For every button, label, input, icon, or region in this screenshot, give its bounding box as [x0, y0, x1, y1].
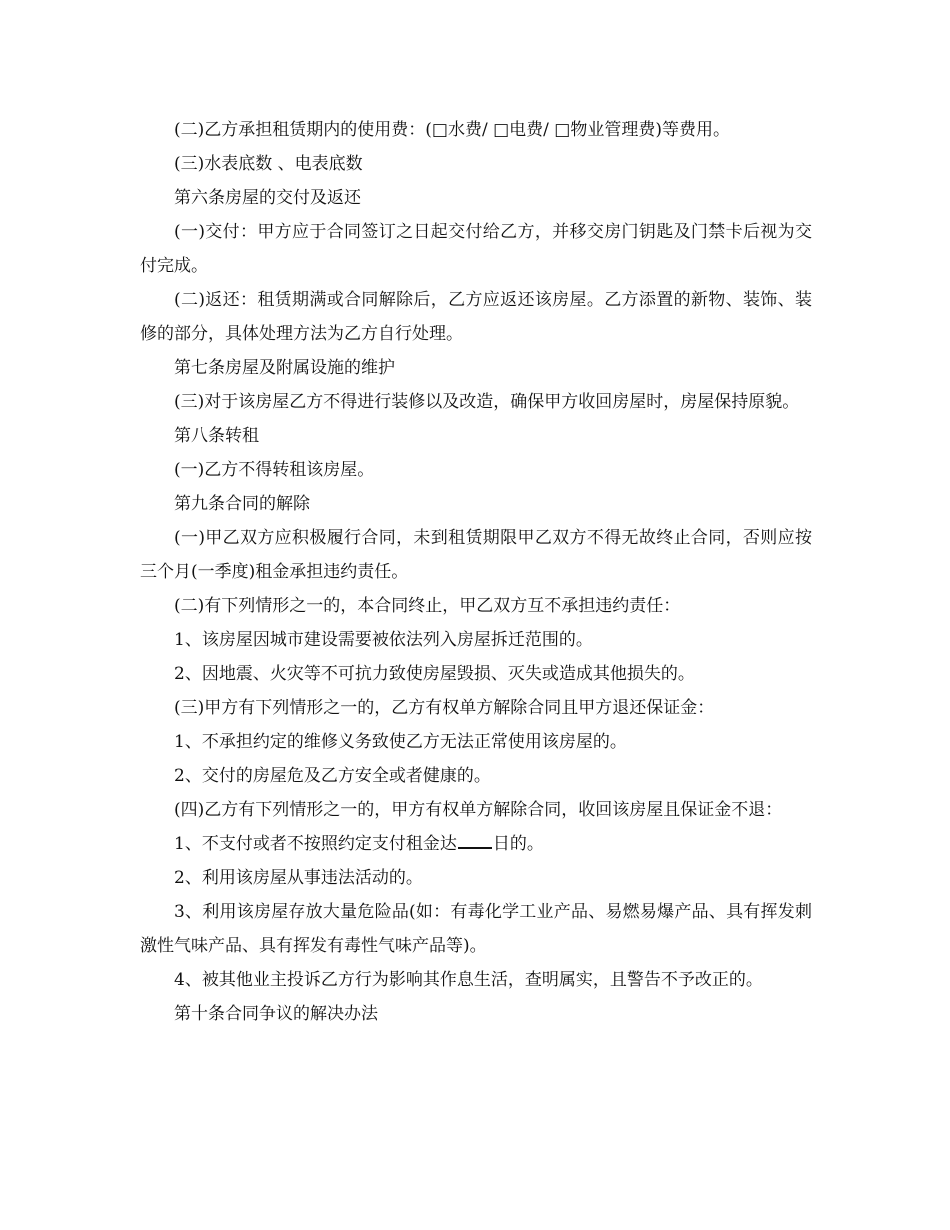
clause-paragraph: (一)甲乙双方应积极履行合同，未到租赁期限甲乙双方不得无故终止合同，否则应按三个月(一季度)租金承担违约责任。	[140, 528, 812, 582]
article-heading: 第十条合同争议的解决办法	[174, 1004, 378, 1024]
list-item-with-blank	[140, 827, 812, 861]
list-item: 1、该房屋因城市建设需要被依法列入房屋拆迁范围的。	[174, 630, 593, 650]
clause-paragraph: (二)返还：租赁期满或合同解除后，乙方应返还该房屋。乙方添置的新物、装饰、装修的部分，具体处理方法为乙方自行处理。	[140, 290, 812, 344]
clause-paragraph: (三)水表底数 、电表底数	[174, 154, 363, 174]
clause-paragraph: (三)对于该房屋乙方不得进行装修以及改造，确保甲方收回房屋时，房屋保持原貌。	[174, 392, 800, 412]
list-item: 2、交付的房屋危及乙方安全或者健康的。	[174, 766, 491, 786]
article-heading: 第七条房屋及附属设施的维护	[174, 358, 395, 378]
list-item: 2、利用该房屋从事违法活动的。	[174, 868, 423, 888]
blank-line-suffix: 日的。	[492, 834, 544, 854]
article-heading: 第六条房屋的交付及返还	[174, 188, 361, 208]
clause-paragraph: (二)乙方承担租赁期内的使用费：(□水费/ □电费/ □物业管理费)等费用。	[174, 120, 730, 140]
clause-paragraph: (二)有下列情形之一的，本合同终止，甲乙双方互不承担违约责任：	[174, 596, 681, 616]
clause-paragraph: (三)甲方有下列情形之一的，乙方有权单方解除合同且甲方退还保证金：	[174, 698, 715, 718]
blank-line-prefix: 1、不支付或者不按照约定支付租金达	[174, 834, 457, 854]
clause-paragraph: (四)乙方有下列情形之一的，甲方有权单方解除合同，收回该房屋且保证金不退：	[174, 800, 783, 820]
article-heading: 第八条转租	[174, 426, 259, 446]
list-item: 3、利用该房屋存放大量危险品(如：有毒化学工业产品、易燃易爆产品、具有挥发刺激性气味产品、具有挥发有毒性气味产品等)。	[140, 902, 812, 956]
list-item: 1、不承担约定的维修义务致使乙方无法正常使用该房屋的。	[174, 732, 627, 752]
clause-paragraph: (一)乙方不得转租该房屋。	[174, 460, 375, 480]
article-heading: 第九条合同的解除	[174, 494, 310, 514]
list-item: 4、被其他业主投诉乙方行为影响其作息生活，查明属实，且警告不予改正的。	[174, 970, 763, 990]
fill-in-blank	[458, 831, 492, 849]
list-item: 2、因地震、火灾等不可抗力致使房屋毁损、灭失或造成其他损失的。	[174, 664, 695, 684]
document-body	[140, 113, 812, 1031]
clause-paragraph: (一)交付：甲方应于合同签订之日起交付给乙方，并移交房门钥匙及门禁卡后视为交付完成。	[140, 222, 812, 276]
